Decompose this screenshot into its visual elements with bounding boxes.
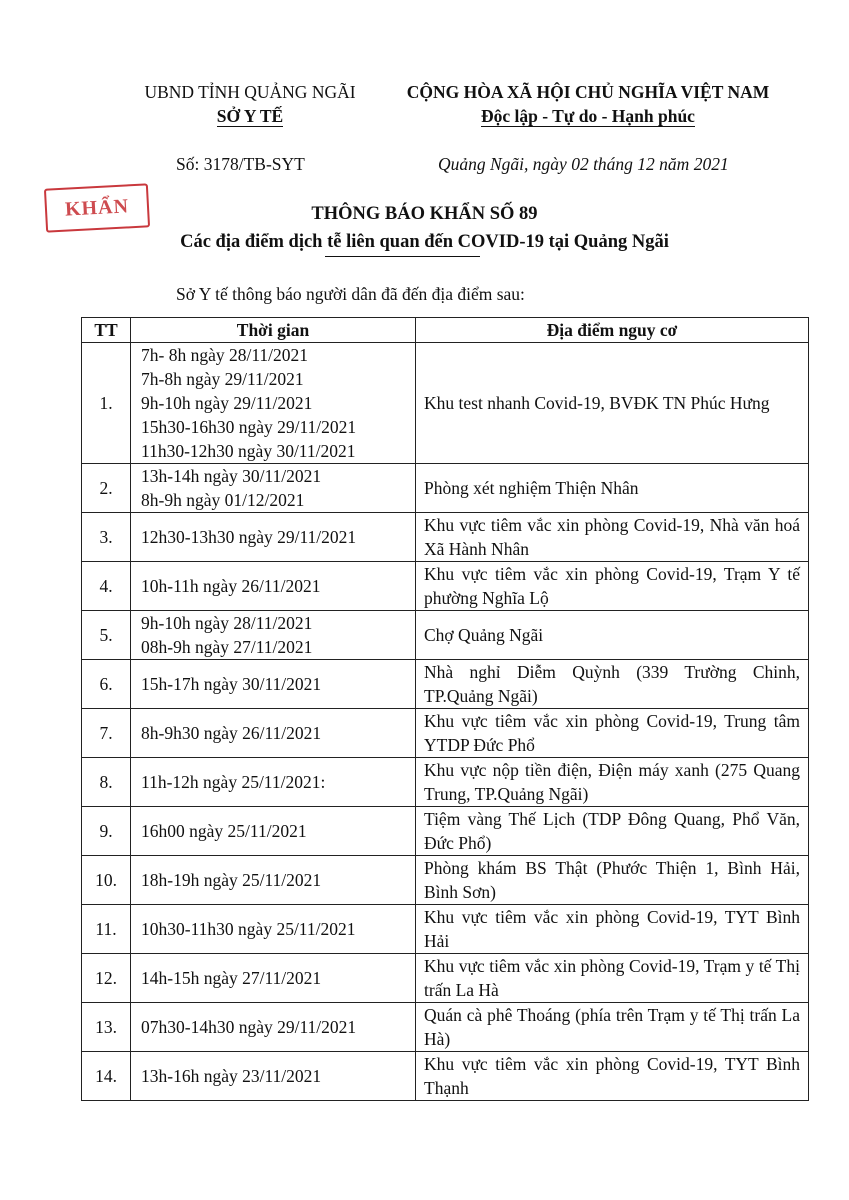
time-entry: 15h-17h ngày 30/11/2021 xyxy=(141,674,322,694)
time-entry: 11h30-12h30 ngày 30/11/2021 xyxy=(141,441,356,461)
place-cell: Phòng khám BS Thật (Phước Thiện 1, Bình Hải, Bình Sơn) xyxy=(416,856,809,905)
table-row xyxy=(82,905,809,954)
column-header-tt: TT xyxy=(82,318,131,343)
row-number: 4. xyxy=(82,562,131,611)
agency-name: SỞ Y TẾ xyxy=(216,106,284,126)
time-cell xyxy=(131,513,416,562)
intro-text: Sở Y tế thông báo người dân đã đến địa điểm sau: xyxy=(176,284,525,304)
row-number: 6. xyxy=(82,660,131,709)
row-number: 7. xyxy=(82,709,131,758)
locations-table xyxy=(81,317,809,1101)
time-entry: 7h- 8h ngày 28/11/2021 xyxy=(141,345,309,365)
column-header-place: Địa điểm nguy cơ xyxy=(416,318,809,343)
table-row xyxy=(82,562,809,611)
time-entry: 18h-19h ngày 25/11/2021 xyxy=(141,870,322,890)
place-cell: Tiệm vàng Thế Lịch (TDP Đông Quang, Phổ Văn, Đức Phổ) xyxy=(416,807,809,856)
time-cell xyxy=(131,905,416,954)
time-cell xyxy=(131,343,416,464)
agency-header xyxy=(120,80,380,128)
place-cell: Nhà nghỉ Diễm Quỳnh (339 Trường Chinh, TP.Quảng Ngãi) xyxy=(416,660,809,709)
document-date: Quảng Ngãi, ngày 02 tháng 12 năm 2021 xyxy=(438,154,729,174)
time-cell xyxy=(131,758,416,807)
row-number: 12. xyxy=(82,954,131,1003)
time-cell xyxy=(131,464,416,513)
time-entry: 8h-9h ngày 01/12/2021 xyxy=(141,490,305,510)
time-entry: 13h-14h ngày 30/11/2021 xyxy=(141,466,322,486)
row-number: 5. xyxy=(82,611,131,660)
row-number: 8. xyxy=(82,758,131,807)
time-entry: 15h30-16h30 ngày 29/11/2021 xyxy=(141,417,357,437)
place-cell: Chợ Quảng Ngãi xyxy=(416,611,809,660)
table-row xyxy=(82,1052,809,1101)
time-entry: 13h-16h ngày 23/11/2021 xyxy=(141,1066,322,1086)
parent-agency: UBND TỈNH QUẢNG NGÃI xyxy=(144,82,356,102)
table-row xyxy=(82,660,809,709)
document-number: Số: 3178/TB-SYT xyxy=(176,154,305,174)
row-number: 14. xyxy=(82,1052,131,1101)
place-cell: Khu vực tiêm vắc xin phòng Covid-19, Trạm y tế Thị trấn La Hà xyxy=(416,954,809,1003)
time-entry: 11h-12h ngày 25/11/2021: xyxy=(141,772,326,792)
time-cell xyxy=(131,562,416,611)
national-motto: Độc lập - Tự do - Hạnh phúc xyxy=(481,106,695,126)
table-row xyxy=(82,954,809,1003)
time-entry: 07h30-14h30 ngày 29/11/2021 xyxy=(141,1017,357,1037)
time-entry: 10h30-11h30 ngày 25/11/2021 xyxy=(141,919,356,939)
time-cell xyxy=(131,611,416,660)
time-entry: 12h30-13h30 ngày 29/11/2021 xyxy=(141,527,357,547)
row-number: 2. xyxy=(82,464,131,513)
time-cell xyxy=(131,954,416,1003)
time-cell xyxy=(131,1003,416,1052)
place-cell: Quán cà phê Thoáng (phía trên Trạm y tế Thị trấn La Hà) xyxy=(416,1003,809,1052)
time-entry: 08h-9h ngày 27/11/2021 xyxy=(141,637,313,657)
row-number: 10. xyxy=(82,856,131,905)
time-entry: 10h-11h ngày 26/11/2021 xyxy=(141,576,321,596)
table-row xyxy=(82,343,809,464)
time-entry: 7h-8h ngày 29/11/2021 xyxy=(141,369,304,389)
place-cell: Khu vực tiêm vắc xin phòng Covid-19, Nhà văn hoá Xã Hành Nhân xyxy=(416,513,809,562)
row-number: 3. xyxy=(82,513,131,562)
subtitle-underline xyxy=(325,256,480,257)
time-cell xyxy=(131,660,416,709)
time-entry: 14h-15h ngày 27/11/2021 xyxy=(141,968,322,988)
time-entry: 16h00 ngày 25/11/2021 xyxy=(141,821,307,841)
place-cell: Phòng xét nghiệm Thiện Nhân xyxy=(416,464,809,513)
place-cell: Khu vực nộp tiền điện, Điện máy xanh (275 Quang Trung, TP.Quảng Ngãi) xyxy=(416,758,809,807)
table-row xyxy=(82,464,809,513)
row-number: 9. xyxy=(82,807,131,856)
table-row xyxy=(82,611,809,660)
table-header-row xyxy=(82,318,809,343)
table-row xyxy=(82,513,809,562)
table-row xyxy=(82,856,809,905)
national-header xyxy=(388,80,788,128)
table-row xyxy=(82,807,809,856)
row-number: 1. xyxy=(82,343,131,464)
time-cell xyxy=(131,1052,416,1101)
table-row xyxy=(82,758,809,807)
time-cell xyxy=(131,709,416,758)
place-cell: Khu vực tiêm vắc xin phòng Covid-19, Trạm Y tế phường Nghĩa Lộ xyxy=(416,562,809,611)
nation-title: CỘNG HÒA XÃ HỘI CHỦ NGHĨA VIỆT NAM xyxy=(406,82,770,102)
time-cell xyxy=(131,807,416,856)
place-cell: Khu test nhanh Covid-19, BVĐK TN Phúc Hưng xyxy=(416,343,809,464)
time-entry: 8h-9h30 ngày 26/11/2021 xyxy=(141,723,322,743)
notice-title: THÔNG BÁO KHẨN SỐ 89 xyxy=(311,204,538,224)
place-cell: Khu vực tiêm vắc xin phòng Covid-19, TYT Bình Hải xyxy=(416,905,809,954)
table-row xyxy=(82,1003,809,1052)
time-entry: 9h-10h ngày 29/11/2021 xyxy=(141,393,313,413)
time-cell xyxy=(131,856,416,905)
time-entry: 9h-10h ngày 28/11/2021 xyxy=(141,613,313,633)
urgent-stamp-text: KHẨN xyxy=(64,194,130,221)
place-cell: Khu vực tiêm vắc xin phòng Covid-19, Trung tâm YTDP Đức Phổ xyxy=(416,709,809,758)
column-header-time: Thời gian xyxy=(131,318,416,343)
row-number: 11. xyxy=(82,905,131,954)
notice-subtitle: Các địa điểm dịch tễ liên quan đến COVID-19 tại Quảng Ngãi xyxy=(0,232,849,253)
place-cell: Khu vực tiêm vắc xin phòng Covid-19, TYT Bình Thạnh xyxy=(416,1052,809,1101)
row-number: 13. xyxy=(82,1003,131,1052)
table-row xyxy=(82,709,809,758)
